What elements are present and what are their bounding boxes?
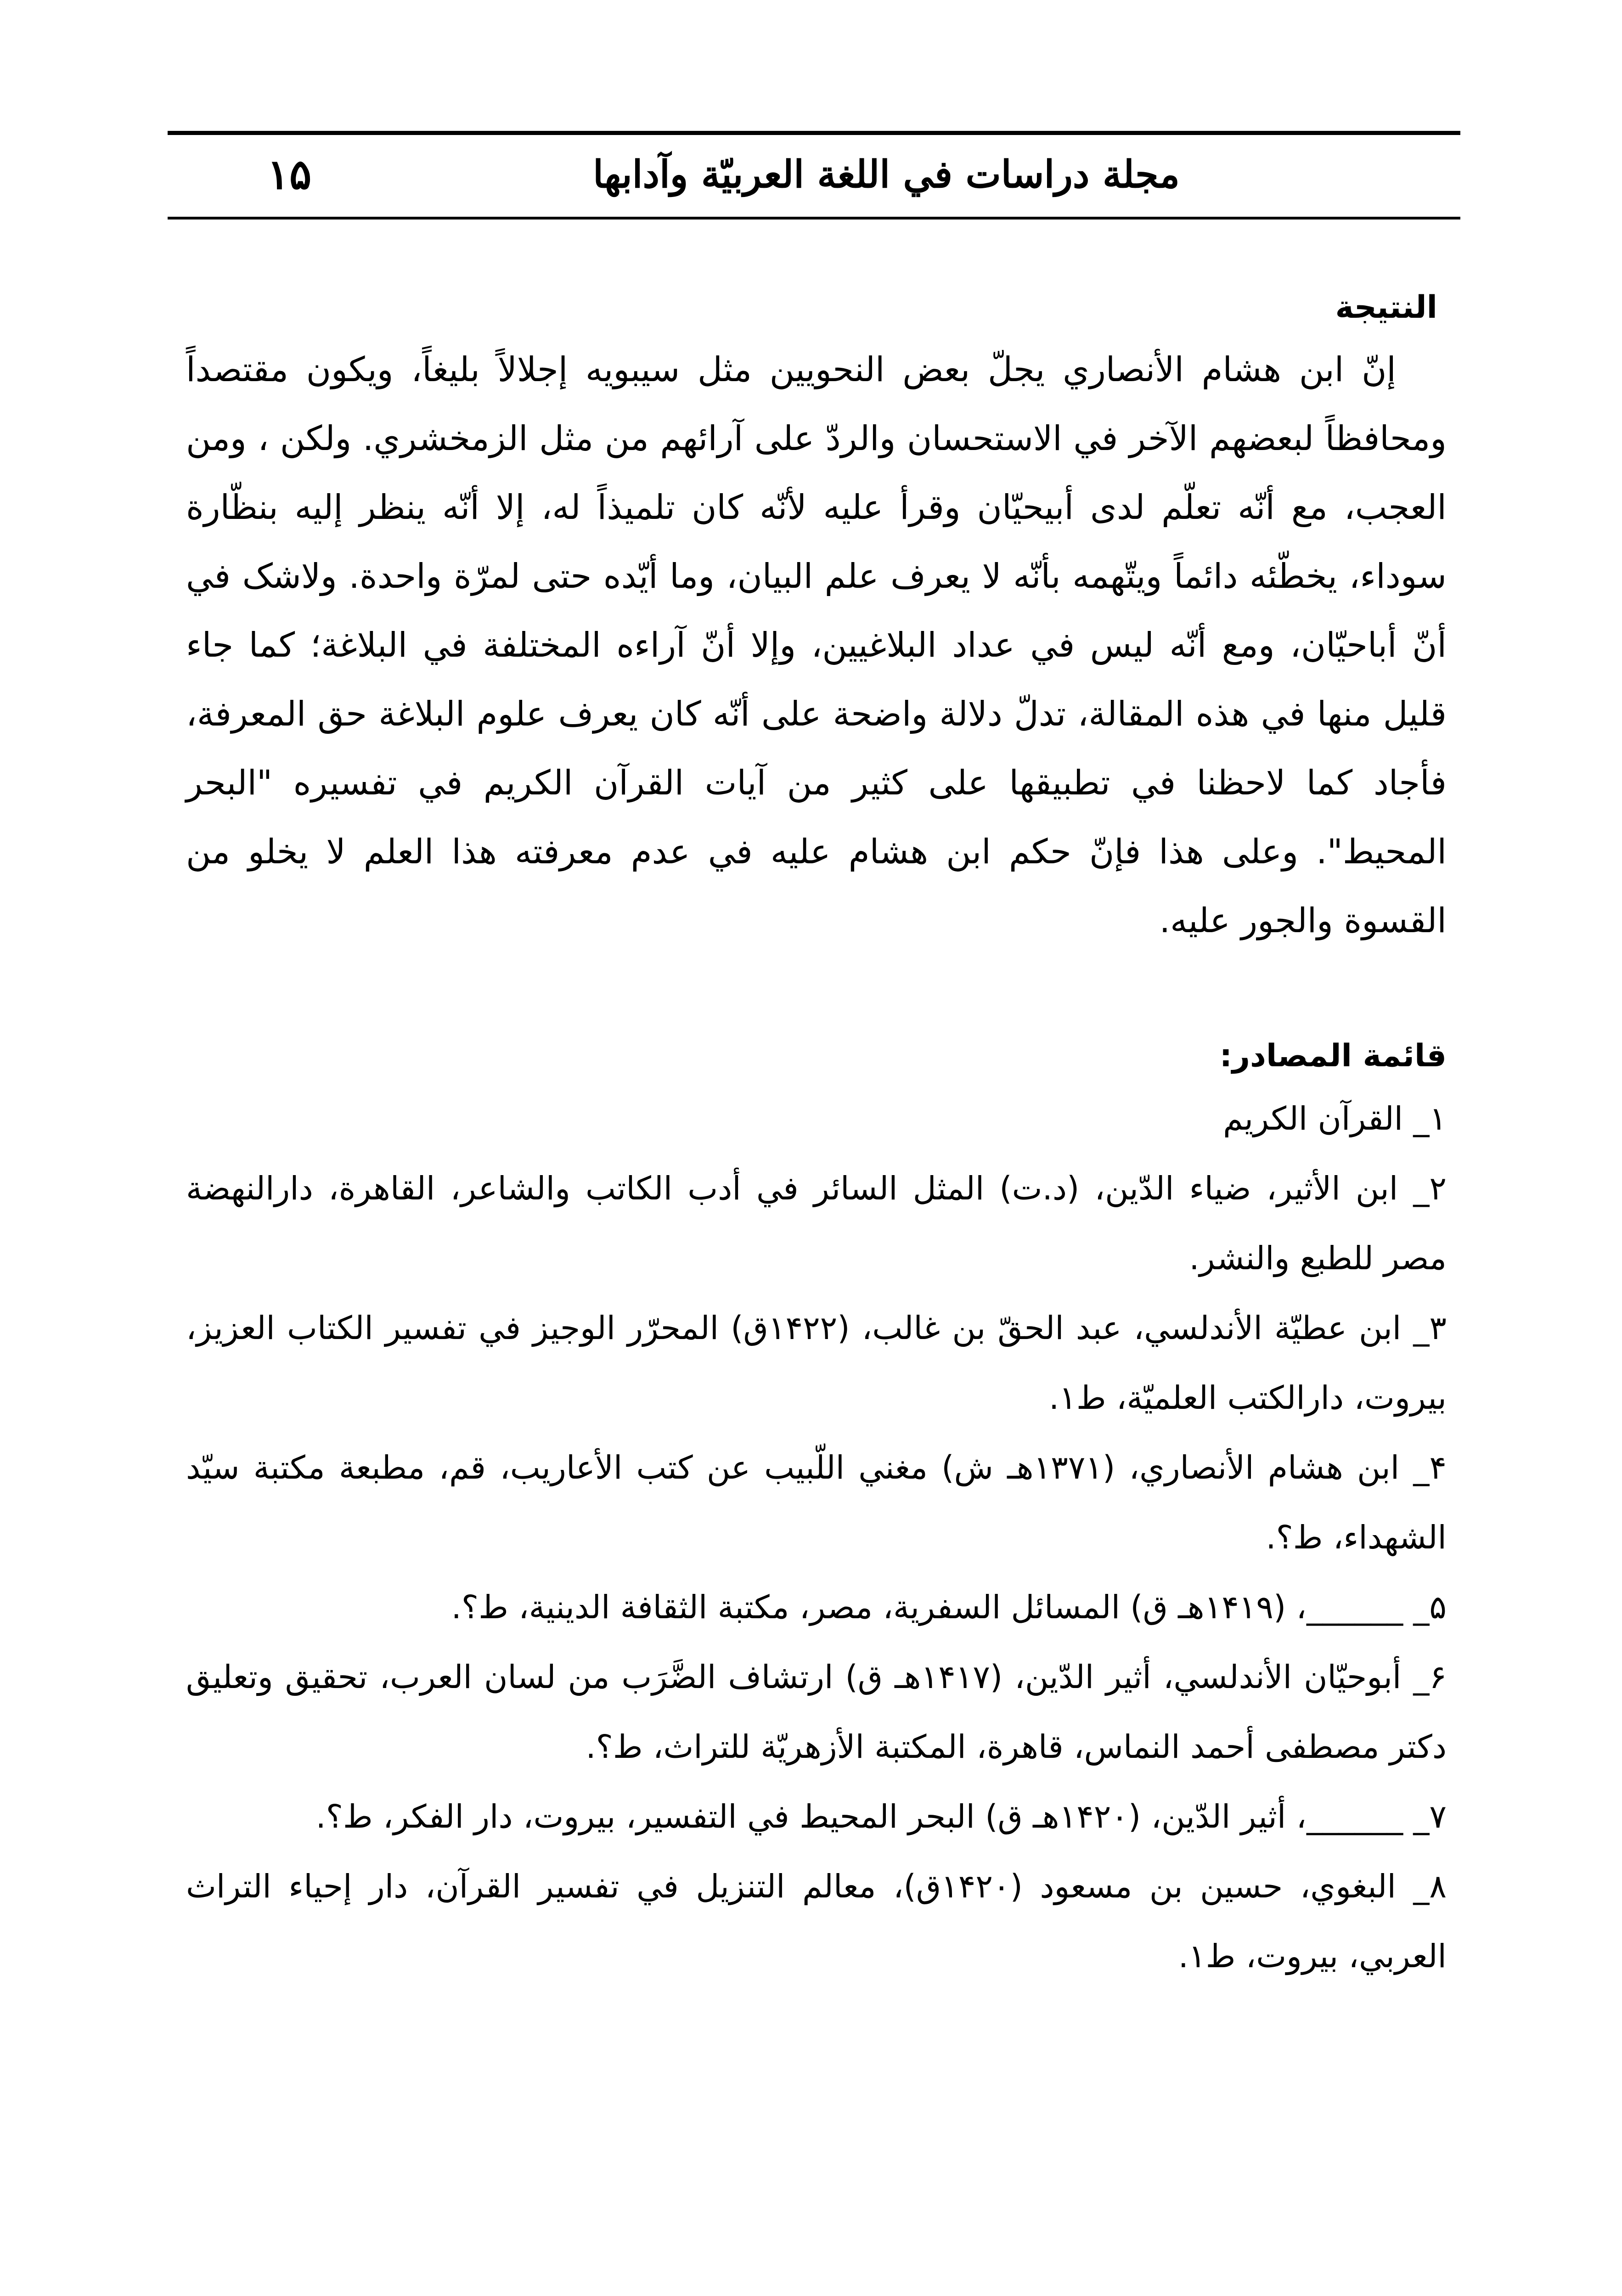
journal-title: مجلة دراسات في اللغة العربيّة وآدابها [593,152,1180,197]
source-item: ۳_ ابن عطيّة الأندلسي، عبد الحقّ بن غالب، (۱۴۲۲ق) المحرّر الوجيز في تفسير الكتاب العزيز، بيروت، دارالكتب العلميّة، ط۱. [186,1309,1447,1417]
conclusion-paragraph: إنّ ابن هشام الأنصاري يجلّ بعض النحويين مثل سيبويه إجلالاً بليغاً، ويكون مقتصداً ومحافظاً لبعضهم الآخر في الاستحسان والردّ على آرائهم من مثل الزمخشري. ولكن ، ومن العجب، مع أنّه تعلّم لدى أبيحيّان وقرأ عليه لأنّه كان تلميذاً له، إلا أنّه ينظر إليه بنظّارة سوداء، يخطّئه دائماً ويتّهمه بأنّه لا يعرف علم البيان، وما أيّده حتى لمرّة واحدة. ولاشک في أنّ أباحيّان، ومع أنّه ليس في عداد البلاغيين، وإلا أنّ آراءه المختلفة في البلاغة؛ كما جاء قليل منها في هذه المقالة، تدلّ دلالة واضحة على أنّه كان يعرف علوم البلاغة حق المعرفة، فأجاد كما لاحظنا في تطبيقها على كثير من آيات القرآن الكريم في تفسيره "البحر المحيط". وعلى هذا فإنّ حكم ابن هشام عليه في عدم معرفته هذا العلم لا يخلو من القسوة والجور عليه. [186,350,1447,940]
source-item: ۶_ أبوحيّان الأندلسي، أثير الدّين، (۱۴۱۷هـ ق) ارتشاف الضَّرَب من لسان العرب، تحقيق وتعليق دكتر مصطفى أحمد النماس، قاهرة، المكتبة الأزهريّة للتراث، ط؟. [186,1658,1447,1766]
source-item: ۵_ ______، (۱۴۱۹هـ ق) المسائل السفرية، مصر، مكتبة الثقافة الدينية، ط؟. [451,1588,1447,1626]
page-body [186,280,1447,1991]
source-item: ۸_ البغوي، حسين بن مسعود (۱۴۲۰ق)، معالم التنزيل في تفسير القرآن، دار إحياء التراث العربي، بيروت، ط۱. [186,1868,1447,1975]
source-item: ۴_ ابن هشام الأنصاري، (۱۳۷۱هـ ش) مغني اللّبيب عن كتب الأعاريب، قم، مطبعة مكتبة سيّد الشهداء، ط؟. [186,1449,1447,1556]
sources-list [186,1084,1447,1991]
source-item: ۲_ ابن الأثير، ضياء الدّين، (د.ت) المثل السائر في أدب الكاتب والشاعر، القاهرة، دارالنهضة مصر للطبع والنشر. [186,1170,1447,1277]
source-item: ۷_ ______، أثير الدّين، (۱۴۲۰هـ ق) البحر المحيط في التفسير، بيروت، دار الفكر، ط؟. [315,1798,1447,1835]
sources-heading: قائمة المصادر: [1219,1038,1447,1074]
conclusion-heading: النتيجة [1335,289,1437,326]
header-bottom-rule [168,217,1460,219]
source-item: ۱_ القرآن الكريم [1223,1100,1447,1137]
header-top-rule [168,131,1460,135]
page-number: ۱۵ [267,150,312,199]
